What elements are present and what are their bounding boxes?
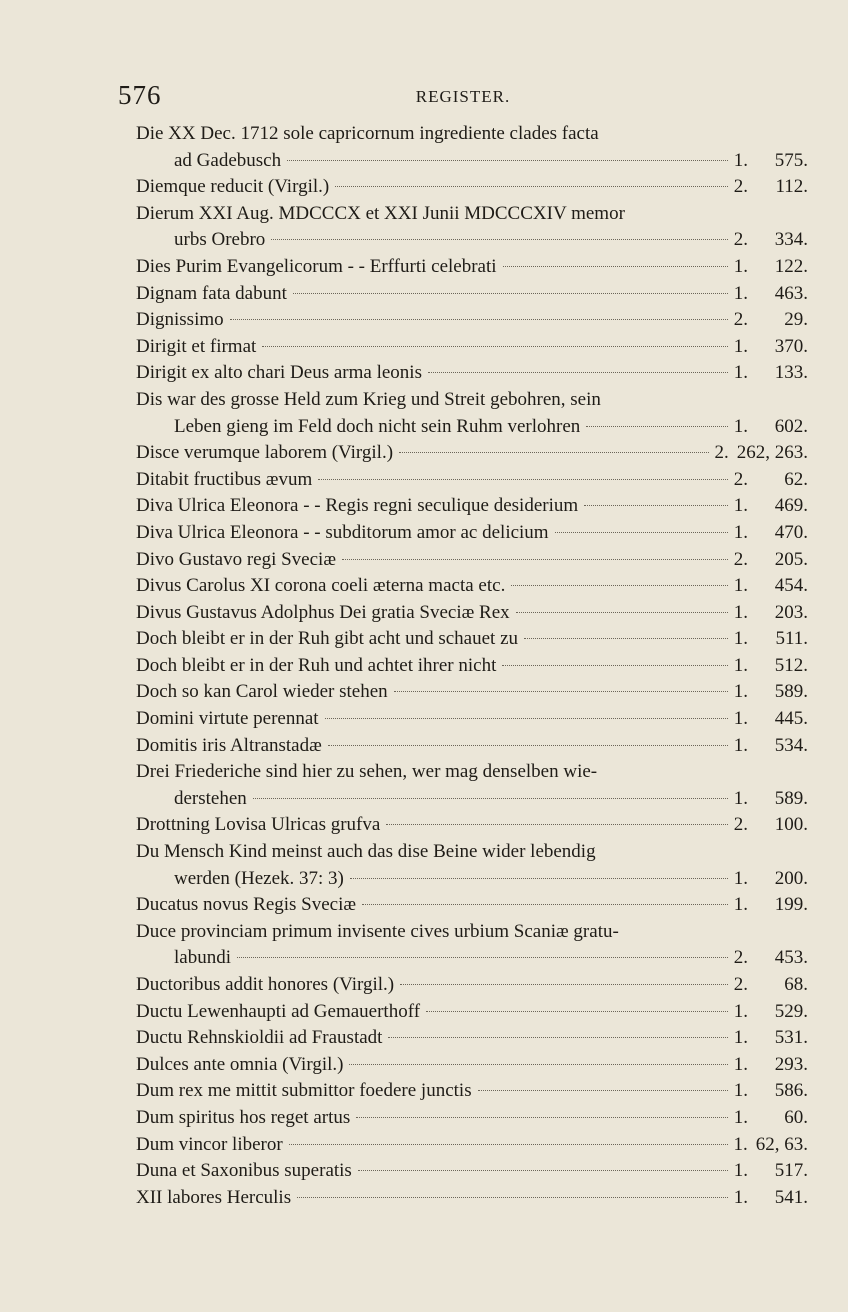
- index-entry-line: [136, 892, 808, 919]
- entry-text: Divus Carolus XI corona coeli æterna macta etc.: [136, 575, 506, 597]
- volume-number: 1.: [733, 362, 748, 384]
- index-entry-line: [136, 573, 808, 600]
- index-entry-line: [136, 254, 808, 281]
- index-entry-line: [136, 1052, 808, 1079]
- entry-text: Dirigit ex alto chari Deus arma leonis: [136, 362, 422, 384]
- entry-text: Dis war des grosse Held zum Krieg und Streit gebohren, sein: [136, 388, 601, 410]
- volume-number: 1.: [733, 787, 748, 809]
- page-reference: 262, 263.: [736, 442, 808, 464]
- volume-number: 1.: [733, 1160, 748, 1182]
- dot-leader: [394, 691, 728, 692]
- dot-leader: [428, 372, 728, 373]
- index-entry-line: [136, 999, 808, 1026]
- volume-number: 1.: [733, 1000, 748, 1022]
- index-entry-line: [136, 1158, 808, 1185]
- entry-text: Ductoribus addit honores (Virgil.): [136, 974, 395, 995]
- volume-number: 2.: [714, 442, 729, 464]
- page-reference: 62.: [784, 468, 808, 490]
- dot-leader: [386, 824, 727, 825]
- volume-number: 1.: [733, 1053, 748, 1075]
- entry-text: Domitis iris Altranstadæ: [136, 734, 322, 756]
- entry-text: Dignissimo: [136, 309, 224, 331]
- register-index: [136, 121, 808, 1211]
- index-entry-line: [136, 945, 808, 972]
- dot-leader: [503, 266, 728, 267]
- page-number: 576: [118, 80, 162, 110]
- entry-text: Domini virtute perennat: [136, 708, 319, 730]
- dot-leader: [318, 479, 727, 480]
- entry-text: Ductu Rehnskioldii ad Fraustadt: [136, 1027, 383, 1049]
- page-reference: 589.: [774, 787, 808, 809]
- entry-text: labundi: [174, 947, 231, 969]
- volume-number: 2.: [733, 548, 748, 570]
- dot-leader: [586, 426, 727, 427]
- dot-leader: [555, 532, 728, 533]
- dot-leader: [289, 1144, 728, 1145]
- page-reference: 529.: [774, 1000, 808, 1022]
- page-reference: 62, 63.: [755, 1133, 808, 1155]
- entry-text: Duce provinciam primum invisente cives urbium Scaniæ gratu-: [136, 920, 619, 942]
- dot-leader: [362, 904, 728, 905]
- page-reference: 541.: [774, 1186, 808, 1208]
- volume-number: 1.: [733, 708, 748, 730]
- entry-text: Ditabit fructibus ævum: [136, 468, 313, 490]
- index-entry-line: [136, 1105, 808, 1132]
- entry-text: Dulces ante omnia (Virgil.): [136, 1053, 344, 1075]
- dot-leader: [335, 186, 728, 187]
- page-reference: 531.: [774, 1027, 808, 1049]
- entry-text: Dierum XXI Aug. MDCCCX et XXI Junii MDCCCXIV memor: [136, 202, 625, 224]
- entry-text: Die XX Dec. 1712 sole capricornum ingrediente clades facta: [136, 123, 599, 144]
- volume-number: 1.: [733, 1106, 748, 1128]
- volume-number: 1.: [733, 734, 748, 756]
- page-reference: 517.: [774, 1160, 808, 1182]
- entry-text: Divo Gustavo regi Sveciæ: [136, 548, 337, 570]
- volume-number: 2.: [733, 176, 748, 198]
- entry-text: Diva Ulrica Eleonora - - subditorum amor ac delicium: [136, 521, 549, 543]
- dot-leader: [399, 452, 708, 453]
- dot-leader: [325, 718, 728, 719]
- page-reference: 68.: [784, 974, 808, 995]
- page-reference: 453.: [774, 947, 808, 969]
- page-reference: 589.: [774, 681, 808, 703]
- page-reference: 511.: [775, 628, 808, 650]
- volume-number: 2.: [733, 947, 748, 969]
- index-entry-line: [136, 440, 808, 467]
- dot-leader: [584, 505, 728, 506]
- volume-number: 1.: [733, 1027, 748, 1049]
- index-entry-line: [136, 520, 808, 547]
- entry-text: Disce verumque laborem (Virgil.): [136, 442, 394, 464]
- volume-number: 2.: [733, 468, 748, 490]
- index-entry-line: [136, 174, 808, 201]
- page-reference: 370.: [774, 335, 808, 357]
- index-entry-line: [136, 148, 808, 175]
- entry-text: Ducatus novus Regis Sveciæ: [136, 894, 357, 916]
- entry-text: Drottning Lovisa Ulricas grufva: [136, 814, 381, 836]
- index-entry-line: [136, 281, 808, 308]
- entry-text: urbs Orebro: [174, 229, 266, 251]
- entry-text: Dignam fata dabunt: [136, 282, 287, 304]
- page-reference: 112.: [775, 176, 808, 198]
- volume-number: 1.: [733, 867, 748, 889]
- index-entry-line: [136, 1025, 808, 1052]
- page-reference: 60.: [784, 1106, 808, 1128]
- index-entry-line: [136, 600, 808, 627]
- volume-number: 1.: [733, 282, 748, 304]
- index-entry-line: [136, 201, 808, 228]
- dot-leader: [502, 665, 727, 666]
- entry-text: Diva Ulrica Eleonora - - Regis regni seculique desiderium: [136, 495, 579, 517]
- volume-number: 1.: [733, 1186, 748, 1208]
- volume-number: 2.: [733, 229, 748, 251]
- index-entry-line: [136, 839, 808, 866]
- volume-number: 1.: [733, 681, 748, 703]
- dot-leader: [478, 1090, 728, 1091]
- index-entry-line: [136, 812, 808, 839]
- index-entry-line: [136, 759, 808, 786]
- dot-leader: [358, 1170, 728, 1171]
- volume-number: 2.: [733, 974, 748, 995]
- index-entry-line: [136, 679, 808, 706]
- entry-text: Duna et Saxonibus superatis: [136, 1160, 352, 1182]
- dot-leader: [253, 798, 728, 799]
- index-entry-line: [136, 227, 808, 254]
- index-entry-line: [136, 547, 808, 574]
- entry-text: Doch bleibt er in der Ruh gibt acht und schauet zu: [136, 628, 519, 650]
- volume-number: 1.: [733, 894, 748, 916]
- running-title: REGISTER.: [415, 87, 511, 106]
- volume-number: 1.: [733, 415, 748, 437]
- page-reference: 469.: [774, 495, 808, 517]
- page-reference: 29.: [784, 309, 808, 331]
- entry-text: Dirigit et firmat: [136, 335, 257, 357]
- entry-text: Du Mensch Kind meinst auch das dise Beine wider lebendig: [136, 841, 596, 863]
- dot-leader: [328, 745, 728, 746]
- entry-text: werden (Hezek. 37: 3): [174, 867, 344, 889]
- volume-number: 1.: [733, 255, 748, 277]
- volume-number: 2.: [733, 814, 748, 836]
- index-entry-line: [136, 360, 808, 387]
- page-reference: 293.: [774, 1053, 808, 1075]
- volume-number: 1.: [733, 495, 748, 517]
- page-reference: 203.: [774, 601, 808, 623]
- index-entry-line: [136, 1132, 808, 1159]
- entry-text: Drei Friederiche sind hier zu sehen, wer mag denselben wie-: [136, 761, 598, 783]
- volume-number: 1.: [733, 149, 748, 171]
- entry-text: Divus Gustavus Adolphus Dei gratia Sveciæ Rex: [136, 601, 510, 623]
- volume-number: 1.: [733, 601, 748, 623]
- index-entry-line: [136, 706, 808, 733]
- index-entry-line: [136, 626, 808, 653]
- index-entry-line: [136, 414, 808, 441]
- page-header: [118, 80, 808, 114]
- dot-leader: [287, 160, 728, 161]
- dot-leader: [426, 1011, 728, 1012]
- index-entry-line: [136, 334, 808, 361]
- volume-number: 1.: [733, 335, 748, 357]
- index-entry-line: [136, 493, 808, 520]
- page-reference: 454.: [774, 575, 808, 597]
- entry-text: Diemque reducit (Virgil.): [136, 176, 330, 198]
- entry-text: derstehen: [174, 787, 247, 809]
- volume-number: 1.: [733, 575, 748, 597]
- volume-number: 2.: [733, 309, 748, 331]
- volume-number: 1.: [733, 654, 748, 676]
- dot-leader: [511, 585, 727, 586]
- index-entry-line: [136, 307, 808, 334]
- dot-leader: [297, 1197, 728, 1198]
- dot-leader: [388, 1037, 727, 1038]
- index-entry-line: [136, 733, 808, 760]
- index-entry-line: [136, 387, 808, 414]
- page-reference: 205.: [774, 548, 808, 570]
- index-entry-line: [136, 1078, 808, 1105]
- page-reference: 334.: [774, 229, 808, 251]
- dot-leader: [342, 559, 728, 560]
- entry-text: Leben gieng im Feld doch nicht sein Ruhm verlohren: [174, 415, 581, 437]
- dot-leader: [230, 319, 728, 320]
- index-entry-line: [136, 786, 808, 813]
- volume-number: 1.: [733, 521, 748, 543]
- entry-text: XII labores Herculis: [136, 1186, 292, 1208]
- page-reference: 445.: [774, 708, 808, 730]
- entry-text: Ductu Lewenhaupti ad Gemauerthoff: [136, 1000, 421, 1022]
- dot-leader: [237, 957, 728, 958]
- page-reference: 575.: [774, 149, 808, 171]
- index-entry-line: [136, 972, 808, 999]
- index-entry-line: [136, 121, 808, 148]
- page-reference: 133.: [774, 362, 808, 384]
- dot-leader: [516, 612, 728, 613]
- dot-leader: [356, 1117, 727, 1118]
- page-reference: 463.: [774, 282, 808, 304]
- entry-text: Dum spiritus hos reget artus: [136, 1106, 351, 1128]
- dot-leader: [271, 239, 727, 240]
- page-reference: 534.: [774, 734, 808, 756]
- entry-text: Dum vincor liberor: [136, 1133, 283, 1155]
- page-reference: 100.: [774, 814, 808, 836]
- page-reference: 199.: [774, 894, 808, 916]
- entry-text: Doch bleibt er in der Ruh und achtet ihrer nicht: [136, 654, 497, 676]
- index-entry-line: [136, 653, 808, 680]
- page-reference: 512.: [774, 654, 808, 676]
- dot-leader: [262, 346, 727, 347]
- index-entry-line: [136, 1185, 808, 1212]
- volume-number: 1.: [733, 1133, 748, 1155]
- entry-text: ad Gadebusch: [174, 149, 282, 171]
- entry-text: Dum rex me mittit submittor foedere junctis: [136, 1080, 472, 1102]
- page-reference: 602.: [774, 415, 808, 437]
- dot-leader: [350, 878, 728, 879]
- volume-number: 1.: [733, 628, 748, 650]
- entry-text: Dies Purim Evangelicorum - - Erffurti celebrati: [136, 255, 497, 277]
- entry-text: Doch so kan Carol wieder stehen: [136, 681, 388, 703]
- index-entry-line: [136, 919, 808, 946]
- index-entry-line: [136, 467, 808, 494]
- dot-leader: [524, 638, 728, 639]
- page-reference: 586.: [774, 1080, 808, 1102]
- dot-leader: [293, 293, 728, 294]
- page-reference: 122.: [774, 255, 808, 277]
- dot-leader: [349, 1064, 727, 1065]
- page-reference: 470.: [774, 521, 808, 543]
- page-reference: 200.: [774, 867, 808, 889]
- index-entry-line: [136, 866, 808, 893]
- dot-leader: [400, 984, 728, 985]
- volume-number: 1.: [733, 1080, 748, 1102]
